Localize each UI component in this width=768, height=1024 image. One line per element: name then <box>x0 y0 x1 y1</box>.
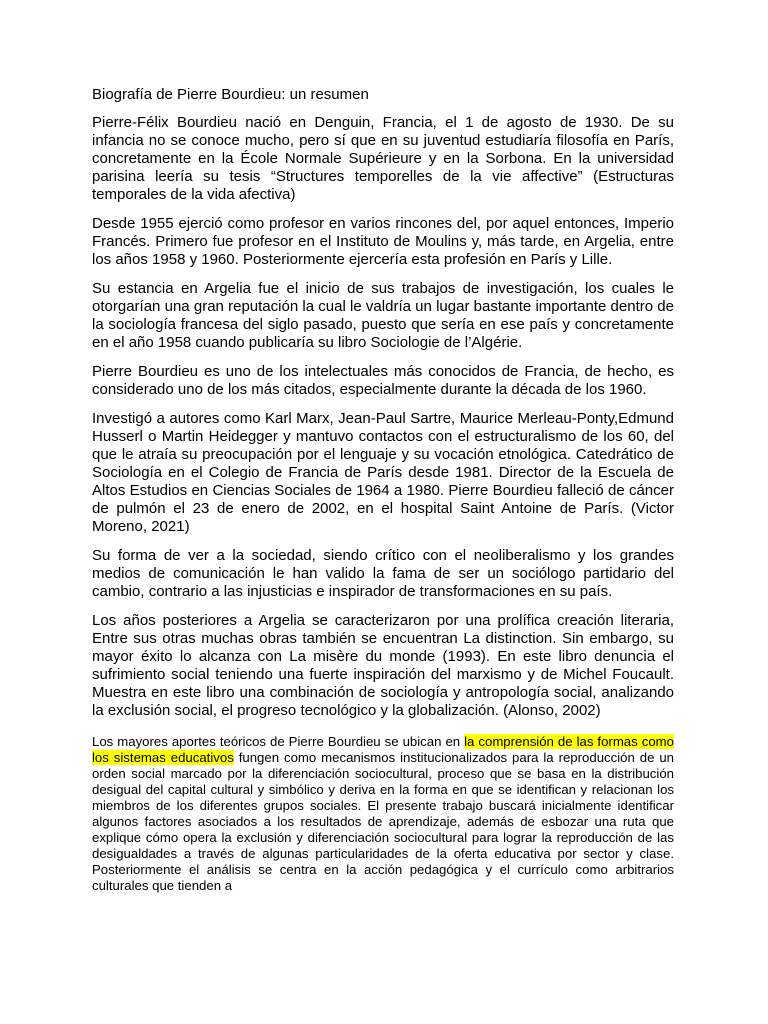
highlighted-text: la comprensión de las formas como los sistemas educativos <box>92 734 674 765</box>
paragraph-2: Desde 1955 ejerció como profesor en varios rincones del, por aquel entonces, Imperio Francés. Primero fue profesor en el Instituto de Moulins y, más tarde, en Argelia, entre los años 1958 y 1960. Posteriormente ejercería esta profesión en París y Lille. <box>92 215 674 268</box>
paragraph-8-start: Los mayores aportes teóricos de Pierre Bourdieu se ubican en <box>92 734 465 749</box>
paragraph-3: Su estancia en Argelia fue el inicio de sus trabajos de investigación, los cuales le otorgarían una gran reputación la cual le valdría un lugar bastante importante dentro de la sociología francesa del siglo pasado, puesto que sería en ese país y concretamente en el año 1958 cuando publicaría su libro Sociologie de l’Algérie. <box>92 280 674 351</box>
paragraph-8 <box>92 734 674 894</box>
paragraph-7: Los años posteriores a Argelia se caracterizaron por una prolífica creación literaria, Entre sus otras muchas obras también se encuentran La distinction. Sin embargo, su mayor éxito lo alcanza con La misère du monde (1993). En este libro denuncia el sufrimiento social teniendo una fuerte inspiración del marxismo y de Michel Foucault. Muestra en este libro una combinación de sociología y antropología social, analizando la exclusión social, el progreso tecnológico y la globalización. (Alonso, 2002) <box>92 612 674 719</box>
paragraph-4: Pierre Bourdieu es uno de los intelectuales más conocidos de Francia, de hecho, es considerado uno de los más citados, especialmente durante la década de los 1960. <box>92 363 674 398</box>
document-title: Biografía de Pierre Bourdieu: un resumen <box>92 86 369 103</box>
document-page <box>92 86 674 905</box>
paragraph-6: Su forma de ver a la sociedad, siendo crítico con el neoliberalismo y los grandes medios de comunicación le han valido la fama de ser un sociólogo partidario del cambio, contrario a las injusticias e inspirador de transformaciones en su país. <box>92 547 674 600</box>
paragraph-8-rest: fungen como mecanismos institucionalizados para la reproducción de un orden social marcado por la diferenciación sociocultural, proceso que se basa en la distribución desigual del capital cultural y simbólico y deriva en la forma en que se identifican y relacionan los miembros de los diferentes grupos sociales. El presente trabajo buscará inicialmente identificar algunos factores asociados a los resultados de aprendizaje, además de esbozar una ruta que explique cómo opera la exclusión y diferenciación sociocultural para lograr la reproducción de las desigualdades a través de algunas particularidades de la oferta educativa por sector y clase. Posteriormente el análisis se centra en la acción pedagógica y el currículo como arbitrarios culturales que tienden a <box>92 750 675 893</box>
paragraph-5: Investigó a autores como Karl Marx, Jean-Paul Sartre, Maurice Merleau-Ponty,Edmund Husserl o Martin Heidegger y mantuvo contactos con el estructuralismo de los 60, del que le atraía su preocupación por el lenguaje y su vocación etnológica. Catedrático de Sociología en el Colegio de Francia de París desde 1981. Director de la Escuela de Altos Estudios en Ciencias Sociales de 1964 a 1980. Pierre Bourdieu falleció de cáncer de pulmón el 23 de enero de 2002, en el hospital Saint Antoine de París. (Victor Moreno, 2021) <box>92 410 674 535</box>
paragraph-1: Pierre-Félix Bourdieu nació en Denguin, Francia, el 1 de agosto de 1930. De su infancia no se conoce mucho, pero sí que en su juventud estudiaría filosofía en París, concretamente en la École Normale Supérieure y en la Sorbona. En la universidad parisina leería su tesis “Structures temporelles de la vie affective” (Estructuras temporales de la vida afectiva) <box>92 114 674 203</box>
